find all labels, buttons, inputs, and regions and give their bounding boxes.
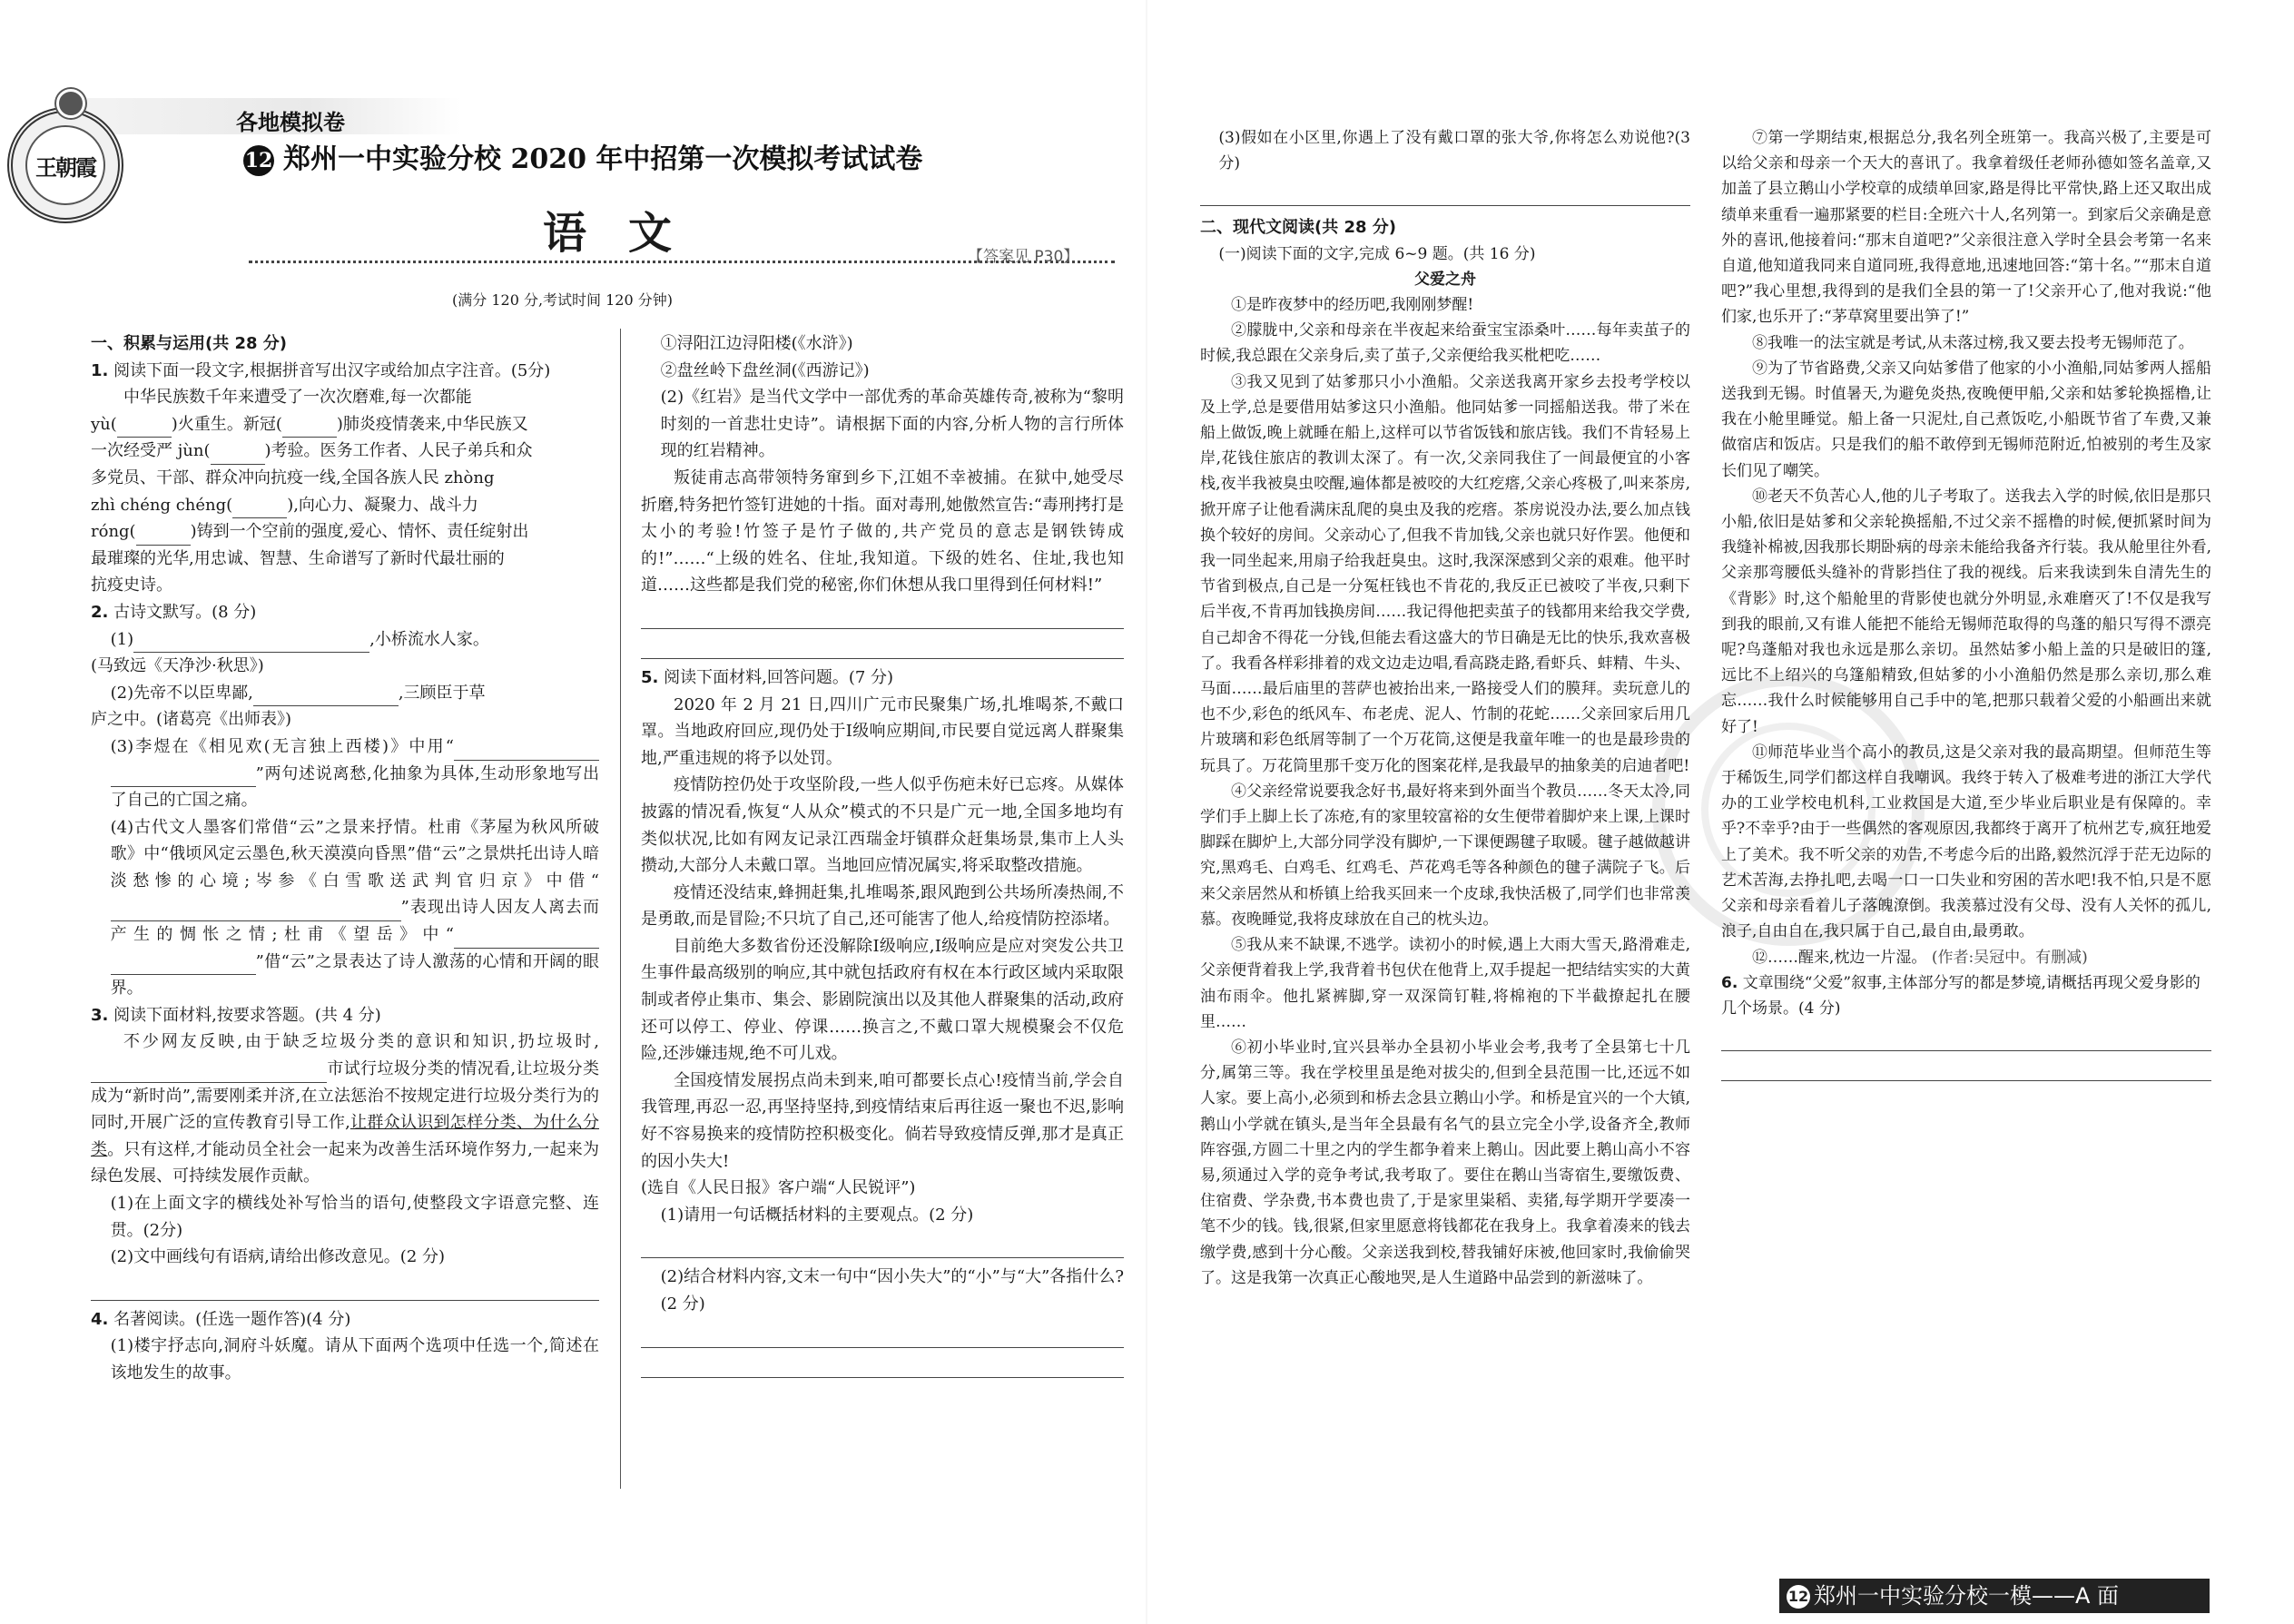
source-note: (选自《人民日报》客户端“人民锐评”) — [641, 1178, 916, 1198]
answer-blank[interactable] — [282, 417, 337, 438]
question-3: 3. 阅读下面材料,按要求答题。(共 4 分) — [91, 1005, 381, 1025]
exam-title-text: 郑州一中实验分校 2020 年中招第一次模拟考试试卷 — [283, 143, 923, 175]
footer-number-badge: 12 — [1787, 1585, 1810, 1609]
source-note: (作者:吴冠中。有删减) — [1931, 948, 2088, 967]
exam-meta: (满分 120 分,考试时间 120 分钟) — [452, 291, 673, 309]
answer-blank[interactable] — [211, 444, 265, 465]
footer-text: 郑州一中实验分校一模——A 面 — [1814, 1583, 2120, 1609]
question-2: 2. 古诗文默写。(8 分) — [91, 602, 257, 622]
answer-blank[interactable] — [256, 901, 401, 921]
answer-line[interactable] — [641, 1353, 1124, 1378]
column-1: 一、积累与运用(共 28 分) 1. 阅读下面一段文字,根据拼音写出汉字或给加点字注音。(5分) 中华民族数千年来遭受了一次次磨难,每一次都能 yù( )火重生。新冠( )肺炎疫情袭来,中华民族又 一次经受严 jùn( )考验。医务工作者、人民子弟兵和众 多党员、干部、群众冲向抗疫一线,全国各族人民 zhòng zhì chéng chéng( ),向心力、凝聚力、战斗力 róng( )铸到一个空前的强度,爱心、情怀、责任绽射出 最璀璨的光华,用忠诚、智慧、生命谱写了新时代最壮丽的 抗疫史诗。 2. 古诗文默写。(8 分) (1) ,小桥流水人家。 (马致远《天净沙·秋思》) (2)先帝不以臣卑鄙, ,三顾臣于草 庐之中。(诸葛亮《出师表》) (3)李煜在《相见欢(无言独上西楼)》中用“”两句述说离愁,化抽象为具体,生动形象地写出了自己的亡国之痛。 (4)古代文人墨客们常借“云”之景来抒情。杜甫《茅屋为秋风所破歌》中“俄顷风定云墨色,秋天漠漠向昏黑”借“云”之景烘托出诗人暗淡愁惨的心境;岑参《白雪歌送武判官归京》中借“”表现出诗人因友人离去而产生的惆怅之情;杜甫《望岳》中“”借“云”之景表达了诗人激荡的心情和开阔的眼界。 3. 阅读下面材料,按要求答题。(共 4 分) 不少网友反映,由于缺乏垃圾分类的意识和知识,扔垃圾时,市试行垃圾分类的情况看,让垃圾分类成为“新时尚”,需要刚柔并济,在立法惩治不按规定进行垃圾分类行为的同时,开展广泛的宣传教育引导工作,让群众认识到怎样分类、为什么分类。只有这样,才能动员全社会一起来为改善生活环境作努力,一起来为绿色发展、可持续发展作贡献。 (1)在上面文字的横线处补写恰当的语句,使整段文字语意完整、连贯。(2分) (2)文中画线句有语病,请给出修改意见。(2 分) 4. 名著阅读。(任选一题作答)(4 分) (1)楼宇抒志向,洞府斗妖魔。请从下面两个选项中任选一个,简述在该地发生的故事。 — [91, 330, 599, 1387]
q1-text: 中华民族数千年来遭受了一次次磨难,每一次都能 — [123, 388, 472, 408]
section-heading: 二、现代文阅读(共 28 分) — [1200, 218, 1397, 238]
answer-line[interactable] — [1721, 1027, 2211, 1051]
column-3: (3)假如在小区里,你遇上了没有戴口罩的张大爷,你将怎么劝说他?(3 分) 二、现代文阅读(共 28 分) (一)阅读下面的文字,完成 6~9 题。(共 16 分) 父爱之舟 ①是昨夜梦中的经历吧,我刚刚梦醒! ②朦胧中,父亲和母亲在半夜起来给蚕宝宝添桑叶……每年卖茧子的时候,我总跟在父亲身后,卖了茧子,父亲便给我买枇杷吃…… ③我又见到了姑爹那只小小渔船。父亲送我离开家乡去投考学校以及上学,总是要借用姑爹这只小渔船。他同姑爹一同摇船送我。带了米在船上做饭,晚上就睡在船上,这样可以节省饭钱和旅店钱。我们不肯轻易上岸,花钱住旅店的教训太深了。有一次,父亲同我住了一间最便宜的小客栈,夜半我被臭虫咬醒,遍体都是被咬的大红疙瘩,父亲心疼极了,叫来茶房,掀开席子让他看满床乱爬的臭虫及我的疙瘩。茶房说没办法,要么加点钱换个较好的房间。父亲动心了,但我不肯加钱,父亲也就只好作罢。他便和我一同坐起来,用扇子给我赶臭虫。这时,我深深感到父亲的艰难。他平时节省到极点,自己是一分冤枉钱也不肯花的,我反正已被咬了半夜,只剩下后半夜,不肯再加钱换房间……我记得他把卖茧子的钱都用来给我交学费,自己却舍不得花一分钱,但能去看这盛大的节日确是无比的快乐,我欢喜极了。我看各样彩排着的戏文边走边唱,看高跷走路,看虾兵、蚌精、牛头、马面……最后庙里的菩萨也被抬出来,一路接受人们的膜拜。卖玩意儿的也不少,彩色的纸风车、布老虎、泥人、竹制的花蛇……父亲回家后用几片玻璃和彩色纸屑等制了一个万花筒,这便是我童年唯一的也是最珍贵的玩具了。万花筒里那千变万化的图案花样,是我最早的抽象美的启迪者吧! ④父亲经常说要我念好书,最好将来到外面当个教员……冬天太冷,同学们手上脚上长了冻疮,有的家里较富裕的女生便带着脚炉来上课,上课时脚踩在脚炉上,大部分同学没有脚炉,一下课便踢毽子取暖。毽子越做越讲究,黑鸡毛、白鸡毛、红鸡毛、芦花鸡毛等各种颜色的毽子满院子飞。后来父亲居然从和桥镇上给我买回来一个皮球,我快活极了,同学们也非常羡慕。夜晚睡觉,我将皮球放在自己的枕头边。 ⑤我从来不缺课,不逃学。读初小的时候,遇上大雨大雪天,路滑难走,父亲便背着我上学,我背着书包伏在他背上,双手提起一把结结实实的大黄油布雨伞。他扎紧裤脚,穿一双深筒钉鞋,将棉袍的下半截撩起扎在腰里…… ⑥初小毕业时,宜兴县举办全县初小毕业会考,我考了全县第七十几分,属第三等。我在学校里虽是绝对拔尖的,但到全县范围一比,还远不如人家。要上高小,必须到和桥去念县立鹅山小学。和桥是宜兴的一个大镇,鹅山小学就在镇头,是当年全县最有名气的县立完全小学,设备齐全,教师阵容强,方圆二十里之内的学生都争着来上鹅山。因此要上鹅山高小不容易,须通过入学的竞争考试,我考取了。要住在鹅山当寄宿生,要缴饭费、住宿费、学杂费,书本费也贵了,于是家里粜稻、卖猪,每学期开学要凑一笔不少的钱。钱,很紧,但家里愿意将钱都花在我身上。我拿着凑来的钱去缴学费,感到十分心酸。父亲送我到校,替我铺好床被,他回家时,我偷偷哭了。这是我第一次真正心酸地哭,是人生道路中品尝到的新滋味了。 — [1200, 129, 1690, 1287]
column-4: ⑦第一学期结束,根据总分,我名列全班第一。我高兴极了,主要是可以给父亲和母亲一个天大的喜讯了。我拿着级任老师孙德如签名盖章,又加盖了县立鹅山小学校章的成绩单回家,路是得比平常快,路上还又取出成绩单来重看一遍那紧要的栏目:全班六十人,名列第一。到家后父亲确是意外的喜讯,他接着问:“那末自道吧?”父亲很注意入学时全县会考第一名来自道,他知道我同来自道同班,我得意地,迅速地回答:“第十名。”“那末自道吧?”我心里想,我得到的是我们全县的第一了!父亲开心了,他对我说:“他们家,也乐开了:“茅草窝里要出笋了!” ⑧我唯一的法宝就是考试,从未落过榜,我又要去投考无锡师范了。 ⑨为了节省路费,父亲又向姑爹借了他家的小小渔船,同姑爹两人摇船送我到无锡。时值暑天,为避免炎热,夜晚便甲船,父亲和姑爹轮换摇橹,让我在小舱里睡觉。船上备一只泥灶,自己煮饭吃,小船既节省了车费,又兼做宿店和饭店。只是我们的船不敢停到无锡师范附近,怕被别的考生及家长们见了嘲笑。 ⑩老天不负苦心人,他的儿子考取了。送我去入学的时候,依旧是那只小船,依旧是姑爹和父亲轮换摇船,不过父亲不摇橹的时候,便抓紧时间为我缝补棉被,因我那长期卧病的母亲未能给我备齐行装。我从舱里往外看,父亲那弯腰低头缝补的背影挡住了我的视线。后来我读到朱自清先生的《背影》时,这个船舱里的背影使也就分外明显,永难磨灭了!不仅是我写到我的眼前,又有谁人能把不能给无锡师范取得的鸟蓬的船只写得不漂亮呢?鸟蓬船对我也永远是那么亲切。虽然姑爹小船上盖的只是破旧的篷,远比不上绍兴的乌篷船精致,但姑爹的小小渔船仍然是那么亲切,那么难忘……我什么时候能够用自己手中的笔,把那只载着父爱的小船画出来就好了! ⑪师范毕业当个高小的教员,这是父亲对我的最高期望。但师范生等于稀饭生,同学们都这样自我嘲讽。我终于转入了极难考进的浙江大学代办的工业学校电机科,工业救国是大道,至少毕业后职业是有保障的。幸乎?不幸乎?由于一些偶然的客观原因,我都终于离开了杭州艺专,疯狂地爱上了美术。我不听父亲的劝告,不考虑今后的出路,毅然沉浮于茫无边际的艺术苦海,去挣扎吧,去喝一口一口失业和穷困的苦水吧!我不怕,只是不愿父亲和母亲看着儿子落魄潦倒。我羡慕过没有父母、没有人关怀的孤儿,浪子,自由自在,我只属于自己,最自由,最勇敢。 ⑫……醒来,枕边一片湿。 (作者:吴冠中。有删减) 6. 文章围绕“父爱”叙事,主体部分写的都是梦境,请概括再现父爱身影的几个场景。(4 分) — [1721, 125, 2211, 1087]
section-heading: 一、积累与运用(共 28 分) — [91, 334, 288, 353]
underlined-sentence: 让群众认识到怎样分类、为什么分类 — [91, 1113, 599, 1159]
question-prompt: 文章围绕“父爱”叙事,主体部分写的都是梦境,请概括再现父爱身影的几个场景。(4 分) — [1721, 973, 2200, 1018]
question-4: 4. 名著阅读。(任选一题作答)(4 分) — [91, 1309, 351, 1329]
column-divider — [620, 329, 621, 1489]
answer-blank[interactable] — [111, 901, 256, 921]
answer-blank[interactable] — [111, 766, 256, 787]
question-5: 5. 阅读下面材料,回答问题。(7 分) — [641, 667, 894, 687]
page-footer — [1779, 1579, 2210, 1613]
question-6: 6. 文章围绕“父爱”叙事,主体部分写的都是梦境,请概括再现父爱身影的几个场景。(4 分) — [1721, 973, 2200, 1018]
answer-blank[interactable] — [454, 740, 599, 761]
exam-number-badge: 12 — [243, 145, 274, 176]
answer-line[interactable] — [641, 1324, 1124, 1348]
article-title: 父爱之舟 — [1414, 270, 1476, 289]
question-1: 1. 阅读下面一段文字,根据拼音写出汉字或给加点字注音。(5分) — [91, 360, 551, 380]
answer-blank[interactable] — [111, 954, 256, 975]
question-prompt: 古诗文默写。(8 分) — [113, 602, 257, 622]
column-2: ①浔阳江边浔阳楼(《水浒》) ②盘丝岭下盘丝洞(《西游记》) (2)《红岩》是当代文学中一部优秀的革命英雄传奇,被称为“黎明时刻的一首悲壮史诗”。请根据下面的内容,分析人物的言行所体现的红岩精神。 叛徒甫志高带领特务窜到乡下,江姐不幸被捕。在狱中,她受尽折磨,特务把竹签钉进她的十指。面对毒刑,她傲然宣告:“毒刑拷打是太小的考验!竹签子是竹子做的,共产党员的意志是钢铁铸成的!”……“上级的姓名、住址,我知道。下级的姓名、住址,我也知道……这些都是我们党的秘密,你们休想从我口里得到任何材料!” 5. 阅读下面材料,回答问题。(7 分) 2020 年 2 月 21 日,四川广元市民聚集广场,扎堆喝茶,不戴口罩。当地政府回应,现仍处于Ⅰ级响应期间,市民要自觉远离人群聚集地,严重违规的将予以处罚。 疫情防控仍处于攻坚阶段,一些人似乎伤疤未好已忘疼。从媒体披露的情况看,恢复“人从众”模式的不只是广元一地,全国多地均有类似状况,比如有网友记录江西瑞金圩镇群众赶集场景,集市上人头攒动,大部分人未戴口罩。当地回应情况属实,将采取整改措施。 疫情还没结束,蜂拥赶集,扎堆喝茶,跟风跑到公共场所凑热闹,不是勇敢,而是冒险;不只坑了自己,还可能害了他人,给疫情防控添堵。 目前绝大多数省份还没解除Ⅰ级响应,Ⅰ级响应是应对突发公共卫生事件最高级别的响应,其中就包括政府有权在本行政区域内采取限制或者停止集市、集会、影剧院演出以及其他人群聚集的活动,政府还可以停工、停业、停课……换言之,不戴口罩大规模聚会不仅危险,还涉嫌违规,绝不可儿戏。 全国疫情发展拐点尚未到来,咱可都要长点心!疫情当前,学会自我管理,再忍一忍,再坚持坚持,到疫情结束后再往返一聚也不迟,影响好不容易换来的疫情防控积极变化。倘若导致疫情反弹,那才是真正的因小失大! (选自《人民日报》客户端“人民锐评”) (1)请用一句话概括材料的主要观点。(2 分) (2)结合材料内容,文末一句中“因小失大”的“小”与“大”各指什么?(2 分) — [641, 330, 1124, 1383]
answer-blank[interactable] — [454, 928, 599, 949]
question-prompt: 阅读下面材料,回答问题。(7 分) — [664, 667, 894, 687]
hongyan-passage: 叛徒甫志高带领特务窜到乡下,江姐不幸被捕。在狱中,她受尽折磨,特务把竹签钉进她的十指。面对毒刑,她傲然宣告:“毒刑拷打是太小的考验!竹签子是竹子做的,共产党员的意志是钢铁铸成的!”……“上级的姓名、住址,我知道。下级的姓名、住址,我也知道……这些都是我们党的秘密,你们休想从我口里得到任何材料!” — [641, 468, 1124, 595]
answer-blank[interactable] — [253, 685, 399, 706]
question-prompt: 阅读下面一段文字,根据拼音写出汉字或给加点字注音。(5分) — [113, 360, 551, 380]
brand-logo — [7, 107, 123, 223]
question-prompt: 名著阅读。(任选一题作答)(4 分) — [113, 1309, 351, 1329]
answer-line[interactable] — [1200, 182, 1690, 206]
ribbon-tag: 各地模拟卷 — [236, 110, 345, 135]
answer-blank[interactable] — [91, 1062, 327, 1083]
crown-icon — [56, 89, 85, 118]
answer-line[interactable] — [641, 605, 1124, 629]
answer-line[interactable] — [1721, 1057, 2211, 1081]
page-fold — [1146, 0, 1147, 1624]
logo-text: 王朝霞 — [25, 125, 105, 205]
answer-line[interactable] — [91, 1276, 599, 1301]
question-prompt: 阅读下面材料,按要求答题。(共 4 分) — [113, 1005, 381, 1025]
exam-title — [243, 136, 922, 176]
answer-blank[interactable] — [117, 417, 172, 438]
answer-blank[interactable] — [232, 497, 287, 518]
answer-blank[interactable] — [133, 632, 369, 653]
answer-blank[interactable] — [136, 525, 191, 546]
answer-line[interactable] — [641, 1234, 1124, 1258]
answer-reference: 【答案见 P30】 — [968, 248, 1079, 266]
subject-title: 语文 — [543, 208, 714, 259]
answer-line[interactable] — [641, 635, 1124, 659]
